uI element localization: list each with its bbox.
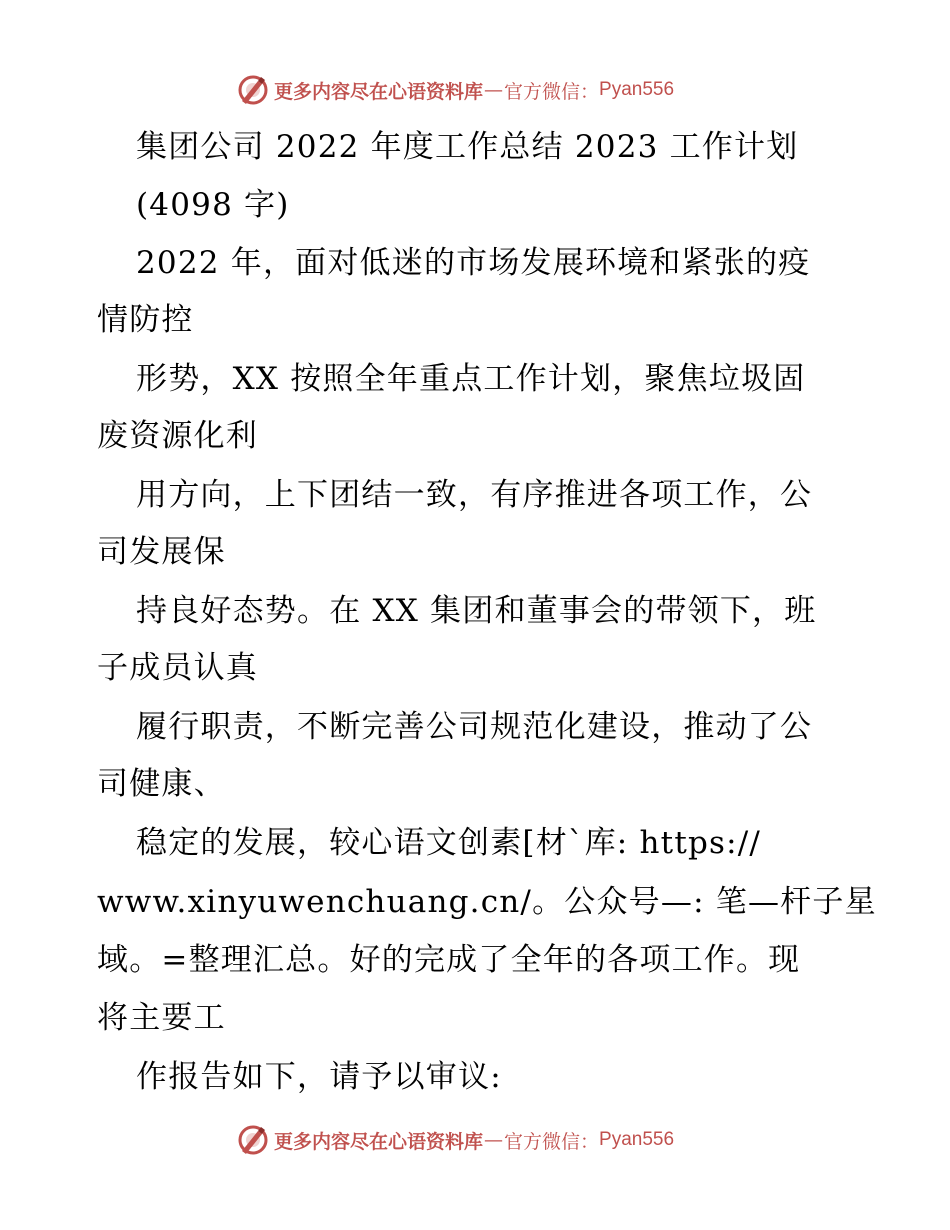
doc-line: 形势，XX 按照全年重点工作计划，聚焦垃圾固 (136, 361, 806, 397)
doc-word-count: (4098 字) (136, 187, 290, 223)
doc-line: 情防控 (97, 302, 194, 338)
watermark-brand: 更多内容尽在心语资料库 (274, 80, 484, 103)
doc-title: 集团公司 2022 年度工作总结 2023 工作计划 (136, 129, 799, 165)
doc-line: 作报告如下，请予以审议: (136, 1059, 502, 1095)
watermark-wechat-id: Pyan556 (599, 1129, 675, 1150)
doc-line: 域。=整理汇总。好的完成了全年的各项工作。现 (97, 942, 801, 978)
doc-line: 持良好态势。在 XX 集团和董事会的带领下，班 (136, 593, 817, 629)
doc-line: 2022 年，面对低迷的市场发展环境和紧张的疫 (136, 245, 811, 281)
watermark-bottom (236, 1122, 674, 1158)
doc-line: 稳定的发展，较心语文创素[材`库: https:// (136, 825, 762, 861)
watermark-brand: 更多内容尽在心语资料库 (274, 1130, 484, 1153)
watermark-wechat-id: Pyan556 (599, 79, 675, 100)
watermark-official-label: 官方微信： (504, 80, 600, 103)
doc-line: 用方向，上下团结一致，有序推进各项工作，公 (136, 477, 813, 513)
doc-line: 司健康、 (97, 766, 226, 802)
doc-line: 履行职责，不断完善公司规范化建设，推动了公 (136, 709, 813, 745)
doc-line: 司发展保 (97, 534, 226, 570)
pen-logo-icon (236, 73, 270, 107)
watermark-separator: — (484, 79, 504, 101)
watermark-official-label: 官方微信： (504, 1130, 600, 1153)
pen-logo-icon (236, 1123, 270, 1157)
doc-line: 将主要工 (97, 1000, 226, 1036)
watermark-top (236, 72, 674, 108)
doc-line: 废资源化利 (97, 418, 258, 454)
doc-line: www.xinyuwenchuang.cn/。公众号—: 笔—杆子星 (97, 884, 877, 920)
watermark-separator: — (484, 1129, 504, 1151)
doc-line: 子成员认真 (97, 650, 258, 686)
